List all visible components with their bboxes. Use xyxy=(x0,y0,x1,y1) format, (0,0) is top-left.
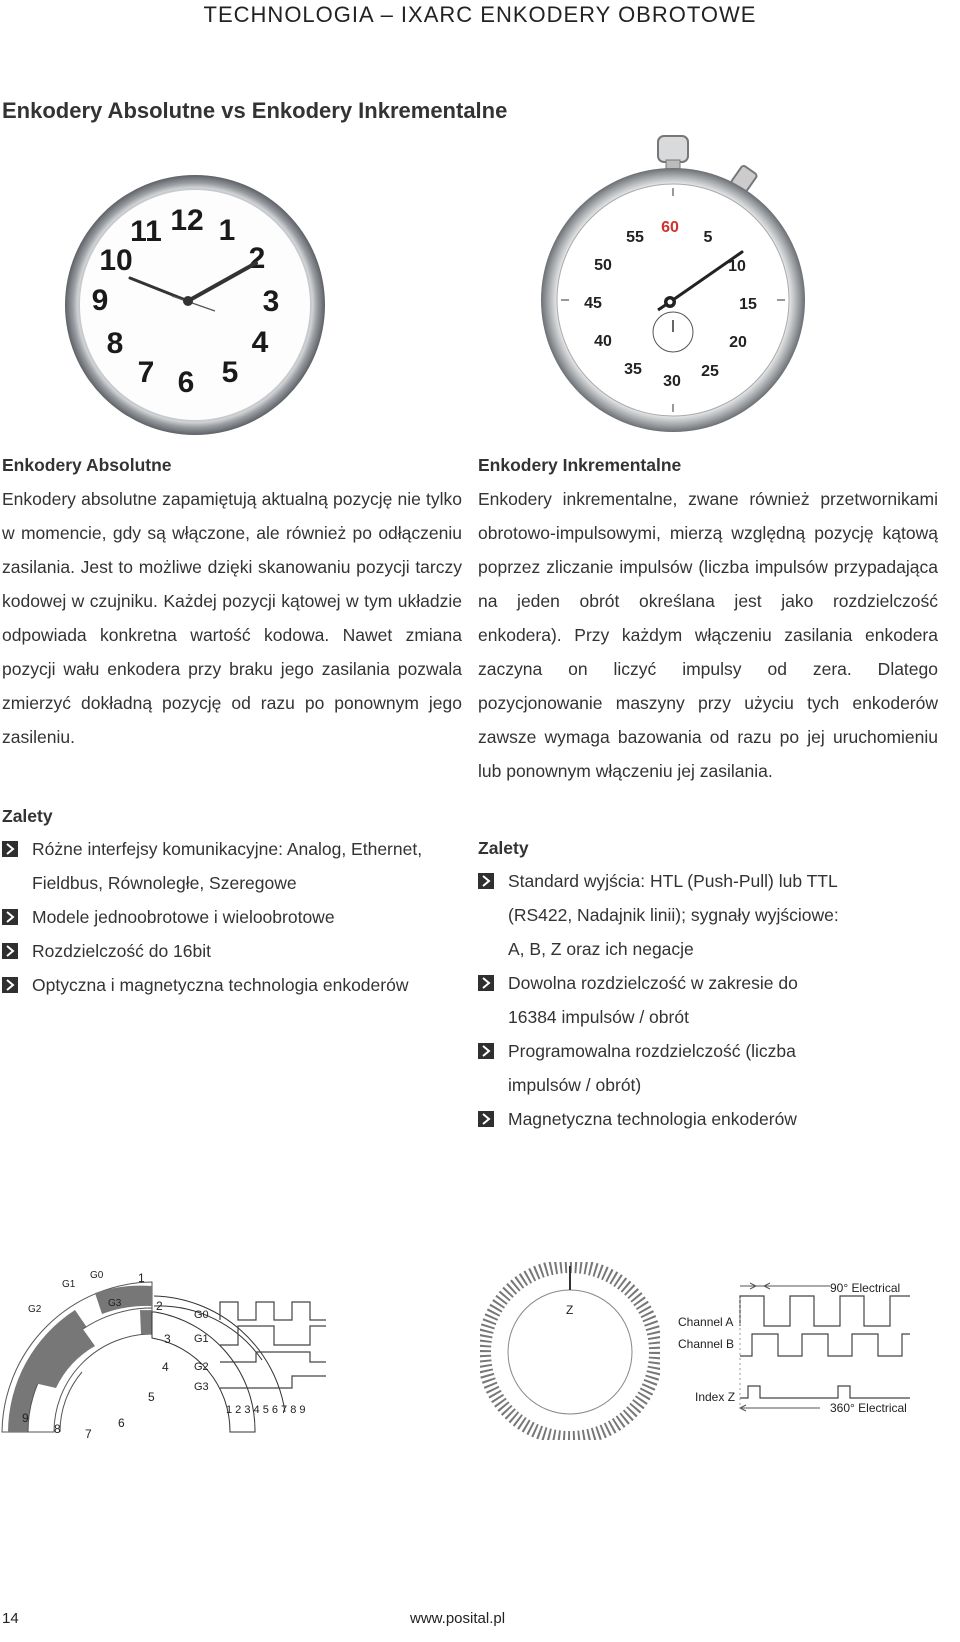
position-number: 8 xyxy=(54,1422,61,1436)
list-item xyxy=(478,966,848,1034)
phase-label: 90° Electrical xyxy=(830,1281,901,1295)
position-number: 1 xyxy=(138,1271,145,1285)
clock-number: 9 xyxy=(91,283,109,317)
quadrature-waveform xyxy=(670,1274,920,1424)
absolute-encoders-section xyxy=(2,448,462,754)
clock-number: 4 xyxy=(251,325,269,359)
chevron-right-icon xyxy=(478,1111,494,1127)
clock-number: 8 xyxy=(106,326,124,360)
stopwatch-number: 25 xyxy=(701,363,719,381)
advantage-text: Rozdzielczość do 16bit xyxy=(32,941,211,961)
stopwatch-number: 45 xyxy=(584,295,602,313)
signal-label: G2 xyxy=(194,1361,209,1373)
list-item xyxy=(478,1034,848,1102)
ring-label: G2 xyxy=(28,1304,42,1315)
stopwatch-number: 5 xyxy=(703,229,713,247)
stopwatch-number: 50 xyxy=(594,257,612,275)
chevron-right-icon xyxy=(478,873,494,889)
disc-label: Z xyxy=(566,1303,574,1317)
signal-label: G3 xyxy=(194,1381,209,1393)
list-item xyxy=(2,832,442,900)
channel-a-label: Channel A xyxy=(678,1315,734,1329)
period-label: 360° Electrical xyxy=(830,1401,907,1415)
advantage-text: Programowalna rozdzielczość (liczba impulsów / obrót) xyxy=(508,1041,796,1095)
position-number: 3 xyxy=(164,1332,171,1346)
list-item xyxy=(2,900,442,934)
channel-b-label: Channel B xyxy=(678,1337,735,1351)
absolute-heading: Enkodery Absolutne xyxy=(2,455,172,475)
page-subtitle: Enkodery Absolutne vs Enkodery Inkrementalne xyxy=(2,98,508,123)
list-item xyxy=(2,934,442,968)
chevron-right-icon xyxy=(2,977,18,993)
gray-code-waveform xyxy=(190,1290,340,1425)
stopwatch-number: 15 xyxy=(739,296,757,314)
absolute-advantages-heading: Zalety xyxy=(2,806,53,826)
incremental-encoders-section xyxy=(478,448,938,788)
position-number: 4 xyxy=(162,1360,169,1374)
incremental-advantages-heading: Zalety xyxy=(478,838,529,858)
list-item xyxy=(478,864,848,966)
position-number: 5 xyxy=(148,1390,155,1404)
list-item xyxy=(2,968,442,1002)
stopwatch-number: 60 xyxy=(661,219,679,237)
chevron-right-icon xyxy=(2,841,18,857)
position-number: 9 xyxy=(22,1411,29,1425)
advantage-text: Magnetyczna technologia enkoderów xyxy=(508,1109,797,1129)
ring-label: G0 xyxy=(90,1270,104,1281)
stopwatch-number: 40 xyxy=(594,333,612,351)
position-number: 2 xyxy=(156,1299,163,1313)
advantage-text: Optyczna i magnetyczna technologia enkoderów xyxy=(32,975,409,995)
wall-clock-image xyxy=(60,170,330,440)
position-number: 7 xyxy=(85,1427,92,1441)
stopwatch-number: 35 xyxy=(624,361,642,379)
incremental-advantages-list xyxy=(478,864,848,1136)
index-label: Index Z xyxy=(695,1390,736,1404)
absolute-paragraph: Enkodery absolutne zapamiętują aktualną pozycję nie tylko w momencie, gdy są włączone, ale również po odłączeniu zasilania. Jest to możliwe dzięki skanowaniu pozycji tarczy kodowej w czujniku. Każdej pozycji kątowej w tym układzie odpowiada konkretna wartość kodowa. Nawet zmiana pozycji wału enkodera przy braku jego zasilania pozwala zmierzyć dokładną pozycję od razu po ponownym jego zasileniu. xyxy=(2,489,462,747)
clock-number: 12 xyxy=(170,203,204,237)
position-axis: 1 2 3 4 5 6 7 8 9 xyxy=(226,1404,306,1416)
stopwatch-number: 55 xyxy=(626,229,644,247)
stopwatch-image xyxy=(530,130,820,435)
chevron-right-icon xyxy=(478,975,494,991)
stopwatch-number: 10 xyxy=(728,258,746,276)
clock-number: 6 xyxy=(177,365,195,399)
chevron-right-icon xyxy=(478,1043,494,1059)
page-header: TECHNOLOGIA – IXARC ENKODERY OBROTOWE xyxy=(203,2,757,27)
incremental-heading: Enkodery Inkrementalne xyxy=(478,455,682,475)
signal-label: G0 xyxy=(194,1309,209,1321)
incremental-disc-diagram xyxy=(480,1262,660,1440)
advantage-text: Dowolna rozdzielczość w zakresie do 16384 impulsów / obrót xyxy=(508,973,798,1027)
clock-number: 11 xyxy=(130,214,162,248)
chevron-right-icon xyxy=(2,909,18,925)
list-item xyxy=(478,1102,848,1136)
clock-number: 3 xyxy=(262,284,280,318)
clock-number: 7 xyxy=(137,355,155,389)
clock-number: 5 xyxy=(221,355,239,389)
signal-label: G1 xyxy=(194,1333,209,1345)
incremental-paragraph: Enkodery inkrementalne, zwane również przetwornikami obrotowo-impulsowymi, mierzą względną pozycję kątową poprzez zliczanie impulsów (liczba impulsów przypadająca na jeden obrót określana jest jako rozdzielczość enkodera). Przy każdym włączeniu zasilania enkodera zaczyna on liczyć impulsy od zera. Dlatego pozycjonowanie maszyny przy użyciu tych enkoderów zawsze wymaga bazowania od razu po jej uruchomieniu lub ponownym włączeniu jej zasilania. xyxy=(478,489,938,781)
position-number: 6 xyxy=(118,1416,125,1430)
advantage-text: Modele jednoobrotowe i wieloobrotowe xyxy=(32,907,335,927)
stopwatch-number: 30 xyxy=(663,373,681,391)
page-number: 14 xyxy=(2,1610,19,1627)
clock-number: 10 xyxy=(99,243,133,277)
clock-number: 1 xyxy=(218,213,236,247)
footer-url[interactable]: www.posital.pl xyxy=(410,1610,506,1627)
stopwatch-number: 20 xyxy=(729,334,747,352)
advantage-text: Standard wyjścia: HTL (Push-Pull) lub TTL (RS422, Nadajnik linii); sygnały wyjściowe: A, B, Z oraz ich negacje xyxy=(508,871,839,959)
chevron-right-icon xyxy=(2,943,18,959)
absolute-advantages-list xyxy=(2,832,442,1002)
clock-number: 2 xyxy=(248,241,266,275)
ring-label: G1 xyxy=(62,1279,76,1290)
ring-label: G3 xyxy=(108,1298,122,1309)
advantage-text: Różne interfejsy komunikacyjne: Analog, Ethernet, Fieldbus, Równoległe, Szeregowe xyxy=(32,839,423,893)
